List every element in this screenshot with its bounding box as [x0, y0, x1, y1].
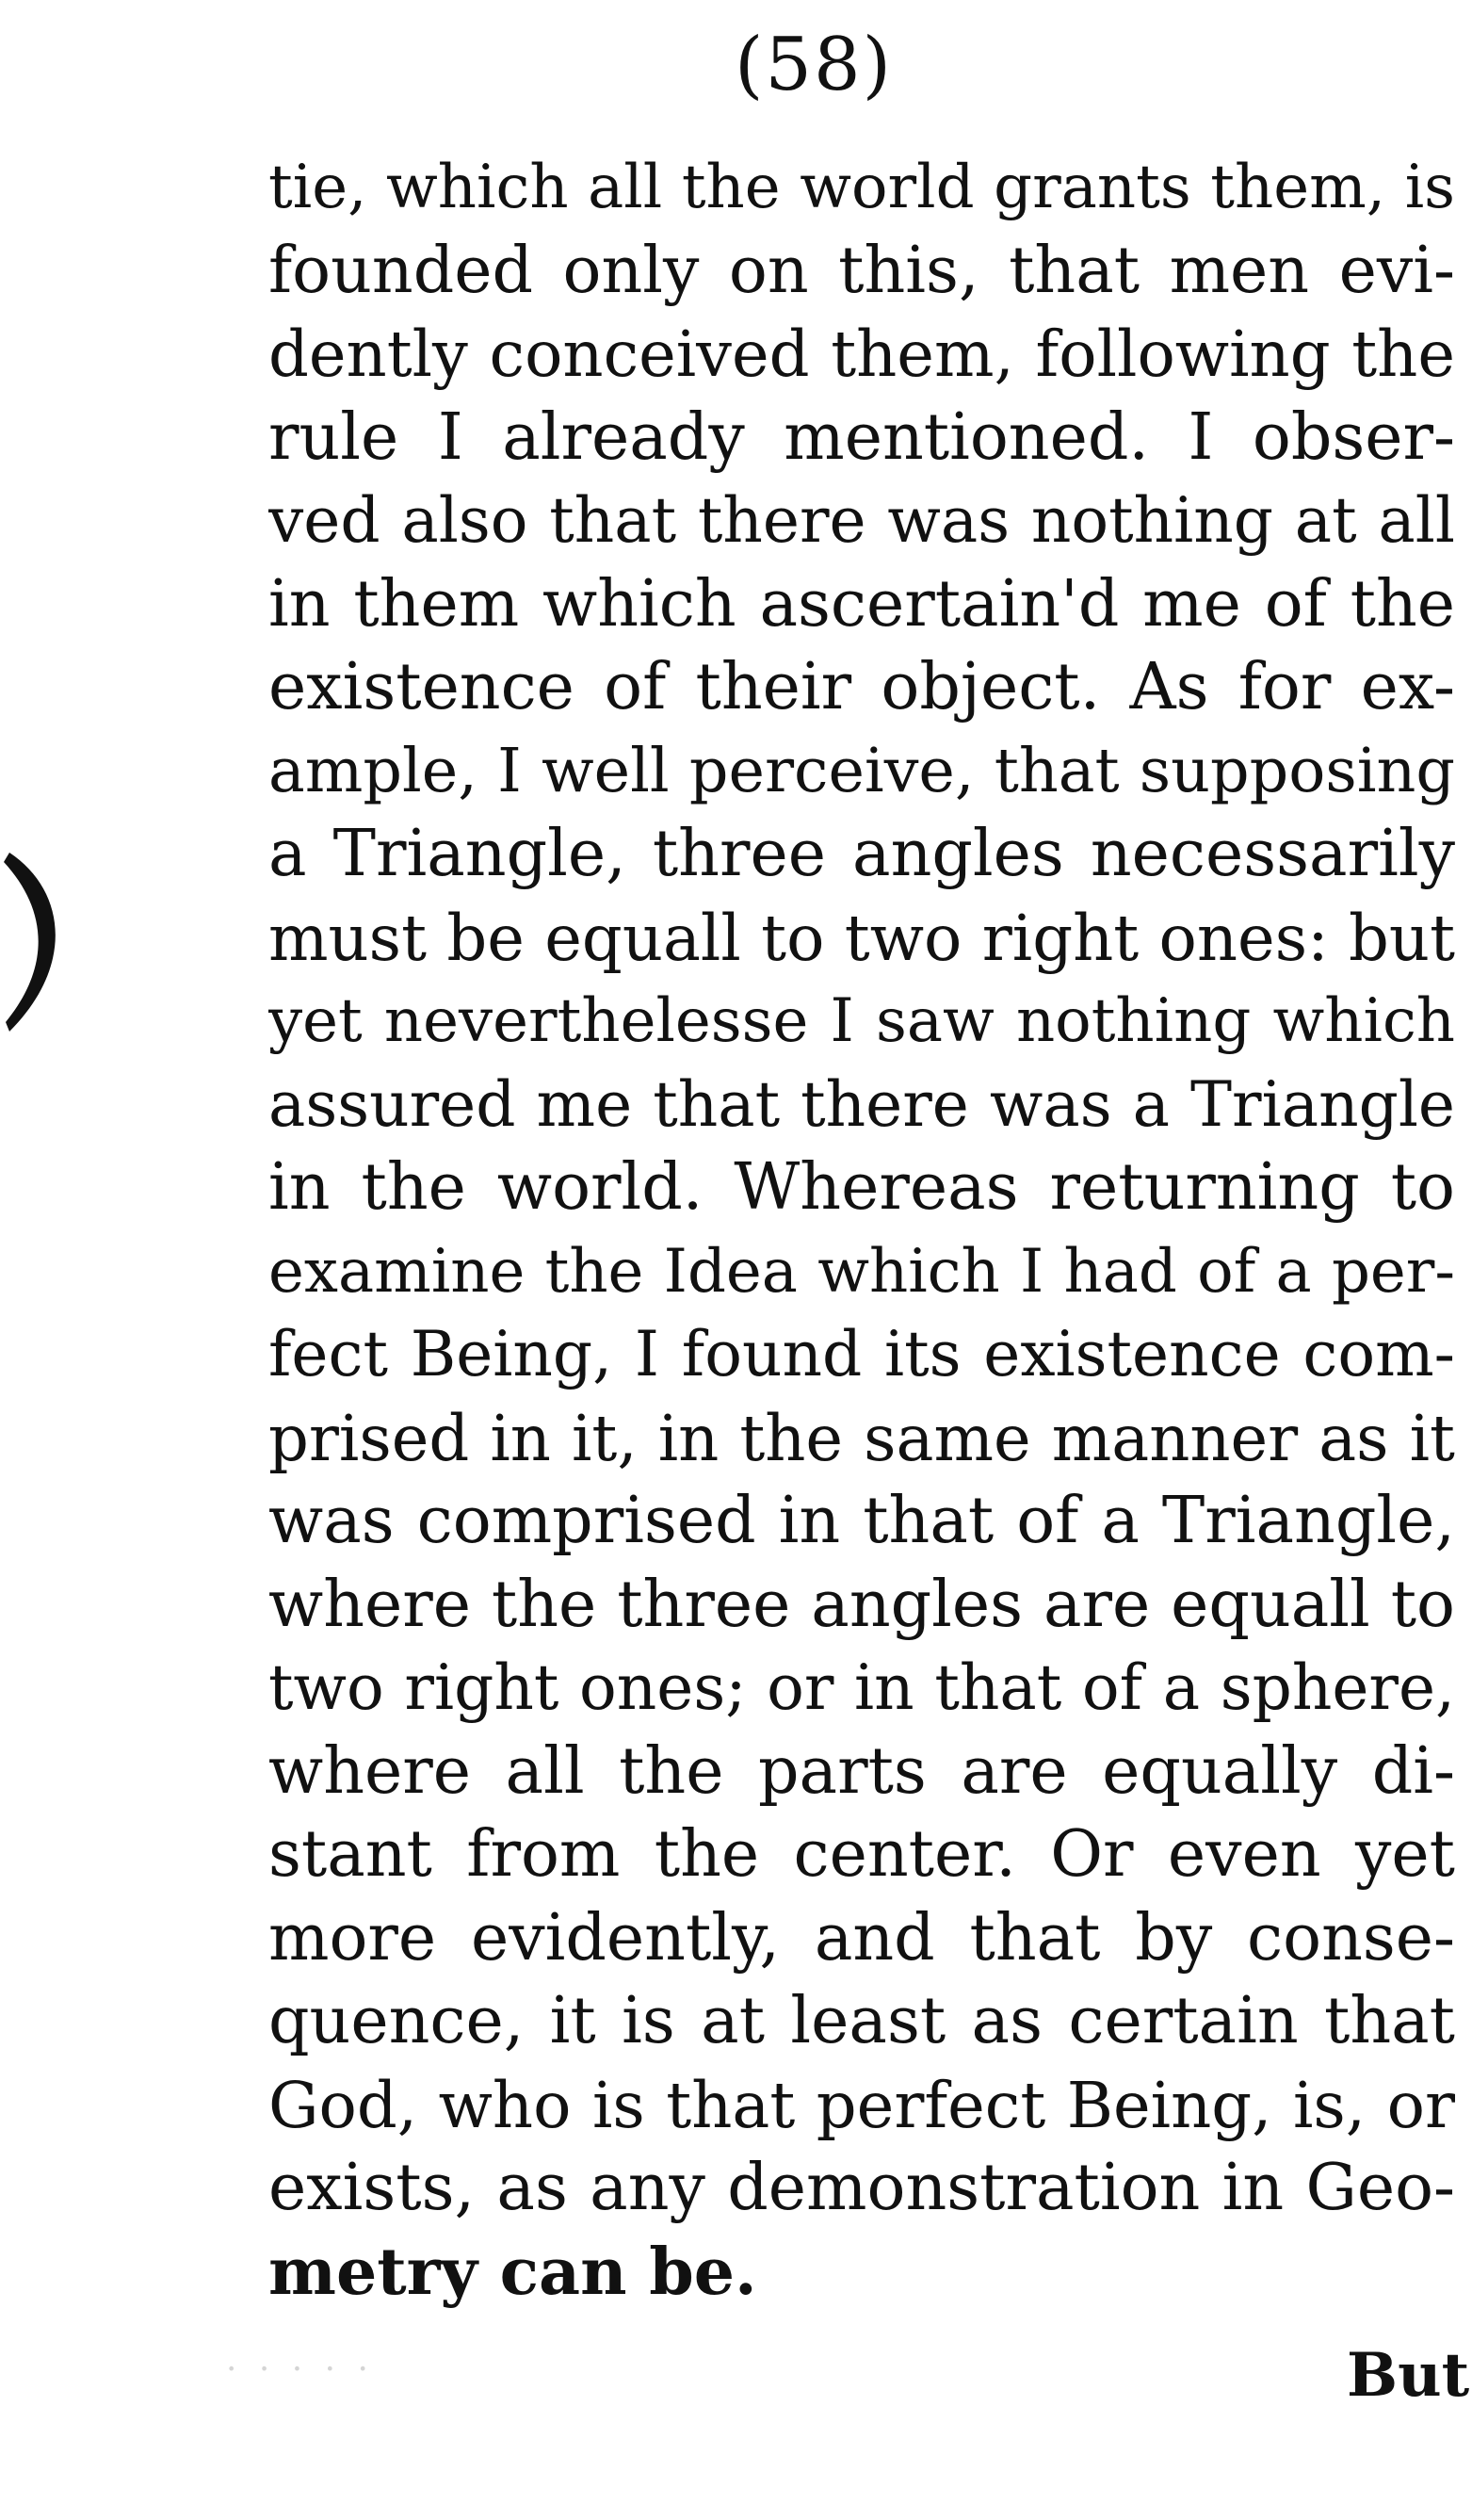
text-line: God, who is that perfect Being, is, or	[268, 2068, 1455, 2142]
text-line: prised in it, in the same manner as it	[268, 1401, 1455, 1475]
text-line-final: metry can be.	[268, 2234, 757, 2310]
text-line: rule I already mentioned. I obser-	[268, 399, 1455, 475]
text-line: must be equall to two right ones: but	[268, 901, 1455, 975]
text-line: ved also that there was nothing at all	[268, 484, 1455, 557]
text-line: tie, which all the world grants them, is	[268, 153, 1455, 222]
text-line: assured me that there was a Triangle	[268, 1067, 1455, 1141]
text-line: was comprised in that of a Triangle,	[268, 1484, 1455, 1558]
body-text	[268, 146, 1455, 2314]
catchword: But	[1347, 2340, 1470, 2411]
text-line: yet neverthelesse I saw nothing which	[268, 986, 1455, 1056]
text-line: two right ones; or in that of a sphere,	[268, 1651, 1455, 1724]
text-line: more evidently, and that by conse-	[268, 1900, 1455, 1975]
text-line: a Triangle, three angles necessarily	[268, 817, 1455, 891]
text-line: ample, I well perceive, that supposing	[268, 735, 1455, 806]
text-line: quence, it is at least as certain that	[268, 1984, 1455, 2058]
text-line: where the three angles are equall to	[268, 1567, 1455, 1642]
text-line: examine the Idea which I had of a per-	[268, 1236, 1455, 1307]
text-line: fect Being, I found its existence com-	[268, 1318, 1455, 1390]
text-line: existence of their object. As for ex-	[268, 650, 1455, 724]
bracket-mark-icon	[0, 853, 75, 1032]
text-line: in them which ascertain'd me of the	[268, 566, 1455, 642]
text-line: founded only on this, that men evi-	[268, 233, 1455, 308]
print-specks: · · · · ·	[226, 2350, 374, 2389]
text-line: where all the parts are equally di-	[268, 1733, 1455, 1809]
text-line: exists, as any demonstration in Geo-	[268, 2151, 1455, 2225]
page-number: (58)	[735, 23, 894, 107]
text-line: in the world. Whereas returning to	[268, 1150, 1455, 1225]
text-line: stant from the center. Or even yet	[268, 1817, 1455, 1892]
text-line: dently conceived them, following the	[268, 317, 1455, 391]
